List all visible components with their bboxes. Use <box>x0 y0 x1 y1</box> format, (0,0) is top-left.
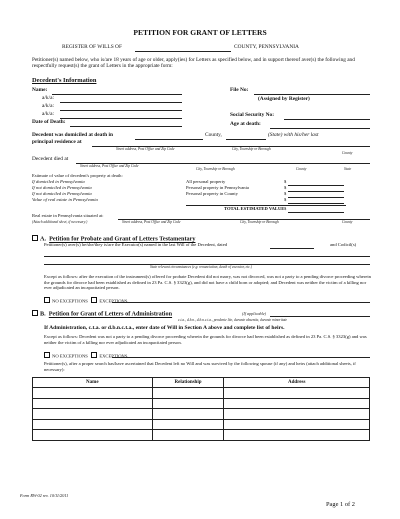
section-b-if-applicable: (If applicable) <box>242 311 267 316</box>
section-a-except-text: Except as follows: after the execution of the instrument(s) offered for probate Decedent did not marry, was not divorced, was not a party to a pending divorce proceeding wherein the grounds for divorce had been established as defined in 23 Pa. C.S. § 3323(g), and did not have a child born or adopted; and Decedent was neither the victim of a killing nor ever adjudicated an incapacitated person. <box>44 274 371 291</box>
section-b-letter: B. <box>40 310 46 318</box>
aka-field-2[interactable] <box>60 110 182 111</box>
section-a-caption: State relevant circumstances (e.g. renunciation, death of executor, etc.) <box>150 265 252 269</box>
estate-intro: Estimate of value of decedent's property at death: <box>32 173 123 178</box>
aka-label-1: a/k/a: <box>42 95 54 101</box>
table-row <box>33 419 370 430</box>
estate-row-1-right: All personal property <box>186 179 226 184</box>
value-field-1[interactable] <box>288 185 344 186</box>
register-county-suffix: COUNTY, PENNSYLVANIA <box>234 44 299 50</box>
heir-relationship-cell[interactable] <box>152 419 224 430</box>
heirs-table-header <box>33 378 370 388</box>
caption-died-county: County <box>296 167 307 171</box>
section-a-options <box>44 297 127 304</box>
section-a-title: Petition for Probate and Grant of Letters Testamentary <box>49 235 196 243</box>
section-b-title: Petition for Grant of Letters of Administration <box>48 310 173 318</box>
caption-died-street: Street address, Post Office and Zip Code <box>80 164 139 168</box>
date-of-death-field[interactable] <box>70 126 182 127</box>
estate-row-3-left: If not domiciled in Pennsylvania <box>32 191 92 196</box>
caption-residence-city: City, Township or Borough <box>232 147 271 151</box>
domiciled-label: Decedent was domiciled at death in <box>32 132 114 138</box>
will-date-field[interactable] <box>270 248 314 249</box>
section-a-exceptions-checkbox[interactable] <box>91 297 97 303</box>
heirs-header-name: Name <box>33 378 153 388</box>
heir-address-cell[interactable] <box>224 430 370 441</box>
estate-row-3-right: Personal property in County <box>186 191 238 196</box>
heir-relationship-cell[interactable] <box>152 430 224 441</box>
caption-died-state: State <box>344 167 352 171</box>
age-at-death-label: Age at death: <box>230 121 261 127</box>
section-b-checkbox[interactable] <box>32 310 38 316</box>
heirs-table <box>32 377 370 441</box>
section-a-exceptions-label: EXCEPTIONS <box>99 298 128 304</box>
name-label: Name: <box>32 87 48 93</box>
heir-relationship-cell[interactable] <box>152 388 224 399</box>
section-a-no-exceptions-checkbox[interactable] <box>44 297 50 303</box>
heir-name-cell[interactable] <box>33 430 153 441</box>
section-b-exceptions-checkbox[interactable] <box>91 352 97 358</box>
section-b-exceptions-label: EXCEPTIONS <box>99 353 128 359</box>
real-estate-label: Real estate in Pennsylvania situated at: <box>32 213 104 218</box>
file-no-note: (Assigned by Register) <box>258 96 310 102</box>
heirs-header-address: Address <box>224 378 370 388</box>
administration-instruction: If Administration, c.t.a. or d.b.n.c.t.a., enter date of Will in Section A above and complete list of heirs. <box>44 325 285 331</box>
domicile-county-label: County, <box>205 132 222 138</box>
heir-name-cell[interactable] <box>33 409 153 420</box>
heir-address-cell[interactable] <box>224 419 370 430</box>
section-b-except-text: Except as follows: Decedent was not a party to a pending divorce proceeding wherein the grounds for divorce had been established as defined in 23 Pa. C.S. § 3323(g) and was neither the victim of a killing nor ever adjudicated an incapacitated person. <box>44 334 367 345</box>
section-b-caption: c.t.a., d.b.n., d.b.n.c.t.a., pendente lite, durante absentia, durante minoritate <box>178 318 288 322</box>
total-estimated-value-label: TOTAL ESTIMATED VALUE <box>224 206 285 211</box>
form-title: PETITION FOR GRANT OF LETTERS <box>133 28 267 37</box>
table-row <box>33 409 370 420</box>
heir-address-cell[interactable] <box>224 388 370 399</box>
dollar-total: $ <box>284 206 287 211</box>
dollar-3: $ <box>284 191 287 196</box>
dollar-1: $ <box>284 179 287 184</box>
table-row <box>33 388 370 399</box>
register-of-wills-label: REGISTER OF WILLS OF <box>62 44 122 50</box>
section-b-header <box>32 310 172 318</box>
caption-real-city: City, Township or Borough <box>240 220 279 224</box>
aka-field-1[interactable] <box>60 102 182 103</box>
heir-relationship-cell[interactable] <box>152 398 224 409</box>
died-at-label: Decedent died at <box>32 156 69 162</box>
principal-residence-label: principal residence at <box>32 139 82 145</box>
ssn-label: Social Security No: <box>230 112 275 118</box>
section-a-codicils: and Codicil(s) <box>330 242 357 247</box>
admin-type-field[interactable] <box>270 316 370 317</box>
dollar-4: $ <box>284 197 287 202</box>
section-b-exceptions-field[interactable] <box>112 357 370 358</box>
heir-relationship-cell[interactable] <box>152 409 224 420</box>
heir-name-cell[interactable] <box>33 419 153 430</box>
value-field-3[interactable] <box>288 197 344 198</box>
domicile-state-note: (State) with his/her last <box>268 132 319 138</box>
heir-name-cell[interactable] <box>33 388 153 399</box>
caption-residence-street: Street address, Post Office and Zip Code <box>116 147 175 151</box>
table-row <box>33 430 370 441</box>
value-field-2[interactable] <box>288 191 344 192</box>
section-a-exceptions-field[interactable] <box>112 302 370 303</box>
section-a-line1: Petitioner(s) aver(s) he/she/they is/are the Executor(s) named in the last Will of the Decedent, dated <box>44 242 228 247</box>
ssn-field[interactable] <box>284 119 370 120</box>
estate-row-4-left: Value of real estate in Pennsylvania <box>32 197 98 202</box>
form-number: Form RW-02 rev. 10/11/2011 <box>20 493 69 498</box>
estate-row-1-left: If domiciled in Pennsylvania <box>32 179 85 184</box>
table-row <box>33 398 370 409</box>
heir-address-cell[interactable] <box>224 398 370 409</box>
file-no-label: File No: <box>230 87 249 93</box>
domicile-state-field[interactable] <box>226 139 266 140</box>
domicile-county-field[interactable] <box>135 139 203 140</box>
survived-by-text: Petitioner(s), after a proper search has/have ascertained that Decedent left no Will and was survived by the following spouse (if any) and heirs (attach additional sheets, if necessary): <box>44 361 356 372</box>
section-b-no-exceptions-checkbox[interactable] <box>44 352 50 358</box>
dollar-2: $ <box>284 185 287 190</box>
caption-real-county: County <box>342 220 353 224</box>
caption-real-street: Street address, Post Office and Zip Code <box>122 220 181 224</box>
aka-label-3: a/k/a: <box>42 111 54 117</box>
register-county-field[interactable] <box>135 51 231 52</box>
estate-row-2-right: Personal property in Pennsylvania <box>186 185 249 190</box>
intro-paragraph: Petitioner(s) named below, who is/are 18 years of age or older, apply(ies) for Letters as specified below, and in support thereof aver(s) the following and respectfully request(s) the grant of Letters in the appropriate form: <box>32 57 355 69</box>
aka-label-2: a/k/a: <box>42 103 54 109</box>
caption-residence-county: County <box>342 151 353 155</box>
file-no-field[interactable] <box>254 94 370 95</box>
caption-died-city: City, Township or Borough <box>196 167 235 171</box>
heirs-header-relationship: Relationship <box>152 378 224 388</box>
page-number: Page 1 of 2 <box>326 501 355 508</box>
codicil-field[interactable] <box>44 256 370 257</box>
name-field[interactable] <box>52 94 182 95</box>
section-a-no-exceptions-label: NO EXCEPTIONS <box>52 298 88 304</box>
attach-note: (Attach additional sheet, if necessary.) <box>32 220 88 224</box>
section-a-checkbox[interactable] <box>32 235 38 241</box>
section-b-options <box>44 352 127 359</box>
section-a-letter: A. <box>40 235 47 243</box>
estate-row-2-left: If not domiciled in Pennsylvania <box>32 185 92 190</box>
age-at-death-field[interactable] <box>270 128 370 129</box>
total-value-field[interactable] <box>288 212 344 213</box>
date-of-death-label: Date of Death: <box>32 119 66 125</box>
section-b-no-exceptions-label: NO EXCEPTIONS <box>52 353 88 359</box>
heir-address-cell[interactable] <box>224 409 370 420</box>
value-field-4[interactable] <box>288 203 344 204</box>
decedent-info-heading: Decedent's Information <box>32 77 97 84</box>
heir-name-cell[interactable] <box>33 398 153 409</box>
aka-field-3[interactable] <box>60 118 182 119</box>
